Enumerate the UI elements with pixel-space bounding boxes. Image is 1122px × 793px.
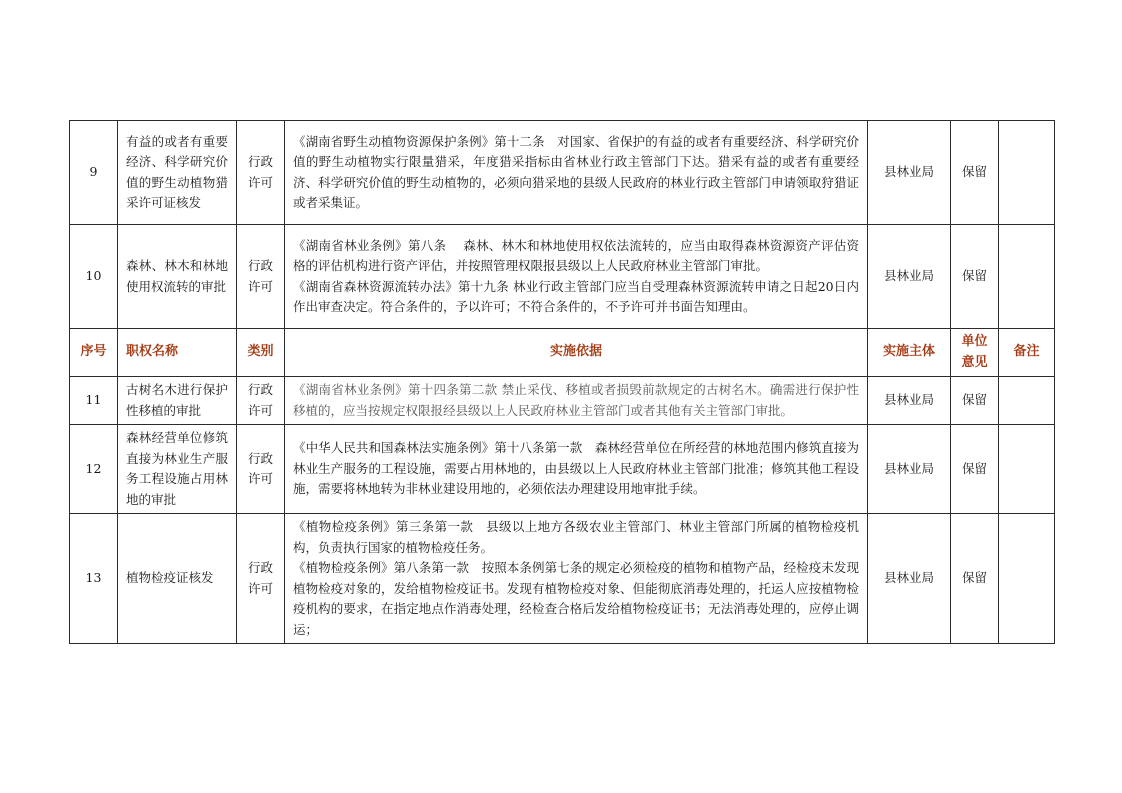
table-header-row bbox=[70, 329, 1055, 377]
header-basis: 实施依据 bbox=[285, 329, 868, 377]
basis-paragraph: 《中华人民共和国森林法实施条例》第十八条第一款 森林经营单位在所经营的林地范围内修筑直接为林业生产服务的工程设施，需要占用林地的，由县级以上人民政府林业主管部门批准；修筑其他工程设施，需要将林地转为非林业建设用地的，必须依法办理建设用地审批手续。 bbox=[293, 440, 859, 497]
unit-opinion: 保留 bbox=[951, 425, 999, 514]
basis-paragraph: 《湖南省林业条例》第八条 森林、林木和林地使用权依法流转的，应当由取得森林资源资产评估资格的评估机构进行资产评估，并按照管理权限报县级以上人民政府林业主管部门审批。 bbox=[293, 237, 859, 273]
power-name: 植物检疫证核发 bbox=[118, 514, 237, 644]
basis-paragraph: 《植物检疫条例》第三条第一款 县级以上地方各级农业主管部门、林业主管部门所属的植物检疫机构，负责执行国家的植物检疫任务。 bbox=[293, 519, 859, 555]
row-number: 10 bbox=[70, 225, 118, 329]
power-category: 行政 许可 bbox=[237, 377, 285, 425]
header-category: 类别 bbox=[237, 329, 285, 377]
unit-opinion: 保留 bbox=[951, 514, 999, 644]
implementation-basis bbox=[285, 514, 868, 644]
power-category: 行政 许可 bbox=[237, 514, 285, 644]
power-name: 古树名木进行保护性移植的审批 bbox=[118, 377, 237, 425]
row-number: 12 bbox=[70, 425, 118, 514]
basis-paragraph: 《湖南省野生动植物资源保护条例》第十二条 对国家、省保护的有益的或者有重要经济、科学研究价值的野生动植物实行限量猎采，年度猎采指标由省林业行政主管部门下达。猎采有益的或者有重要经济、科学研究价值的野生动植物的，必须向猎采地的县级人民政府的林业行政主管部门申请领取狩猎证或者采集证。 bbox=[293, 133, 859, 210]
implementation-basis bbox=[285, 225, 868, 329]
implementation-basis bbox=[285, 425, 868, 514]
remarks bbox=[999, 121, 1055, 225]
header-number: 序号 bbox=[70, 329, 118, 377]
power-list-table bbox=[69, 120, 1055, 644]
table-row bbox=[70, 121, 1055, 225]
header-subject: 实施主体 bbox=[868, 329, 951, 377]
power-name: 有益的或者有重要经济、科学研究价值的野生动植物猎采许可证核发 bbox=[118, 121, 237, 225]
implementing-subject: 县林业局 bbox=[868, 225, 951, 329]
remarks bbox=[999, 514, 1055, 644]
rights-table-page bbox=[69, 120, 1054, 644]
basis-paragraph: 《植物检疫条例》第八条第一款 按照本条例第七条的规定必须检疫的植物和植物产品，经检疫未发现植物检疫对象的，发给植物检疫证书。发现有植物检疫对象、但能彻底消毒处理的，托运人应按植物检疫机构的要求，在指定地点作消毒处理，经检查合格后发给植物检疫证书；无法消毒处理的，应停止调运； bbox=[293, 560, 859, 637]
basis-paragraph: 《湖南省森林资源流转办法》第十九条 林业行政主管部门应当自受理森林资源流转申请之日起20日内作出审查决定。符合条件的，予以许可；不符合条件的，不予许可并书面告知理由。 bbox=[293, 278, 859, 314]
row-number: 9 bbox=[70, 121, 118, 225]
header-power-name: 职权名称 bbox=[118, 329, 237, 377]
remarks bbox=[999, 225, 1055, 329]
remarks bbox=[999, 377, 1055, 425]
implementing-subject: 县林业局 bbox=[868, 425, 951, 514]
implementation-basis bbox=[285, 121, 868, 225]
table-row bbox=[70, 514, 1055, 644]
power-category: 行政 许可 bbox=[237, 121, 285, 225]
row-number: 11 bbox=[70, 377, 118, 425]
implementing-subject: 县林业局 bbox=[868, 377, 951, 425]
power-name: 森林经营单位修筑直接为林业生产服务工程设施占用林地的审批 bbox=[118, 425, 237, 514]
remarks bbox=[999, 425, 1055, 514]
table-row bbox=[70, 377, 1055, 425]
header-note: 备注 bbox=[999, 329, 1055, 377]
implementing-subject: 县林业局 bbox=[868, 514, 951, 644]
table-row bbox=[70, 225, 1055, 329]
unit-opinion: 保留 bbox=[951, 225, 999, 329]
table-row bbox=[70, 425, 1055, 514]
row-number: 13 bbox=[70, 514, 118, 644]
power-category: 行政 许可 bbox=[237, 425, 285, 514]
basis-paragraph: 《湖南省林业条例》第十四条第二款 禁止采伐、移植或者损毁前款规定的古树名木。确需进行保护性移植的，应当按规定权限报经县级以上人民政府林业主管部门或者其他有关主管部门审批。 bbox=[293, 382, 859, 418]
unit-opinion: 保留 bbox=[951, 121, 999, 225]
implementing-subject: 县林业局 bbox=[868, 121, 951, 225]
header-opinion: 单位 意见 bbox=[951, 329, 999, 377]
power-category: 行政 许可 bbox=[237, 225, 285, 329]
implementation-basis bbox=[285, 377, 868, 425]
unit-opinion: 保留 bbox=[951, 377, 999, 425]
power-name: 森林、林木和林地使用权流转的审批 bbox=[118, 225, 237, 329]
